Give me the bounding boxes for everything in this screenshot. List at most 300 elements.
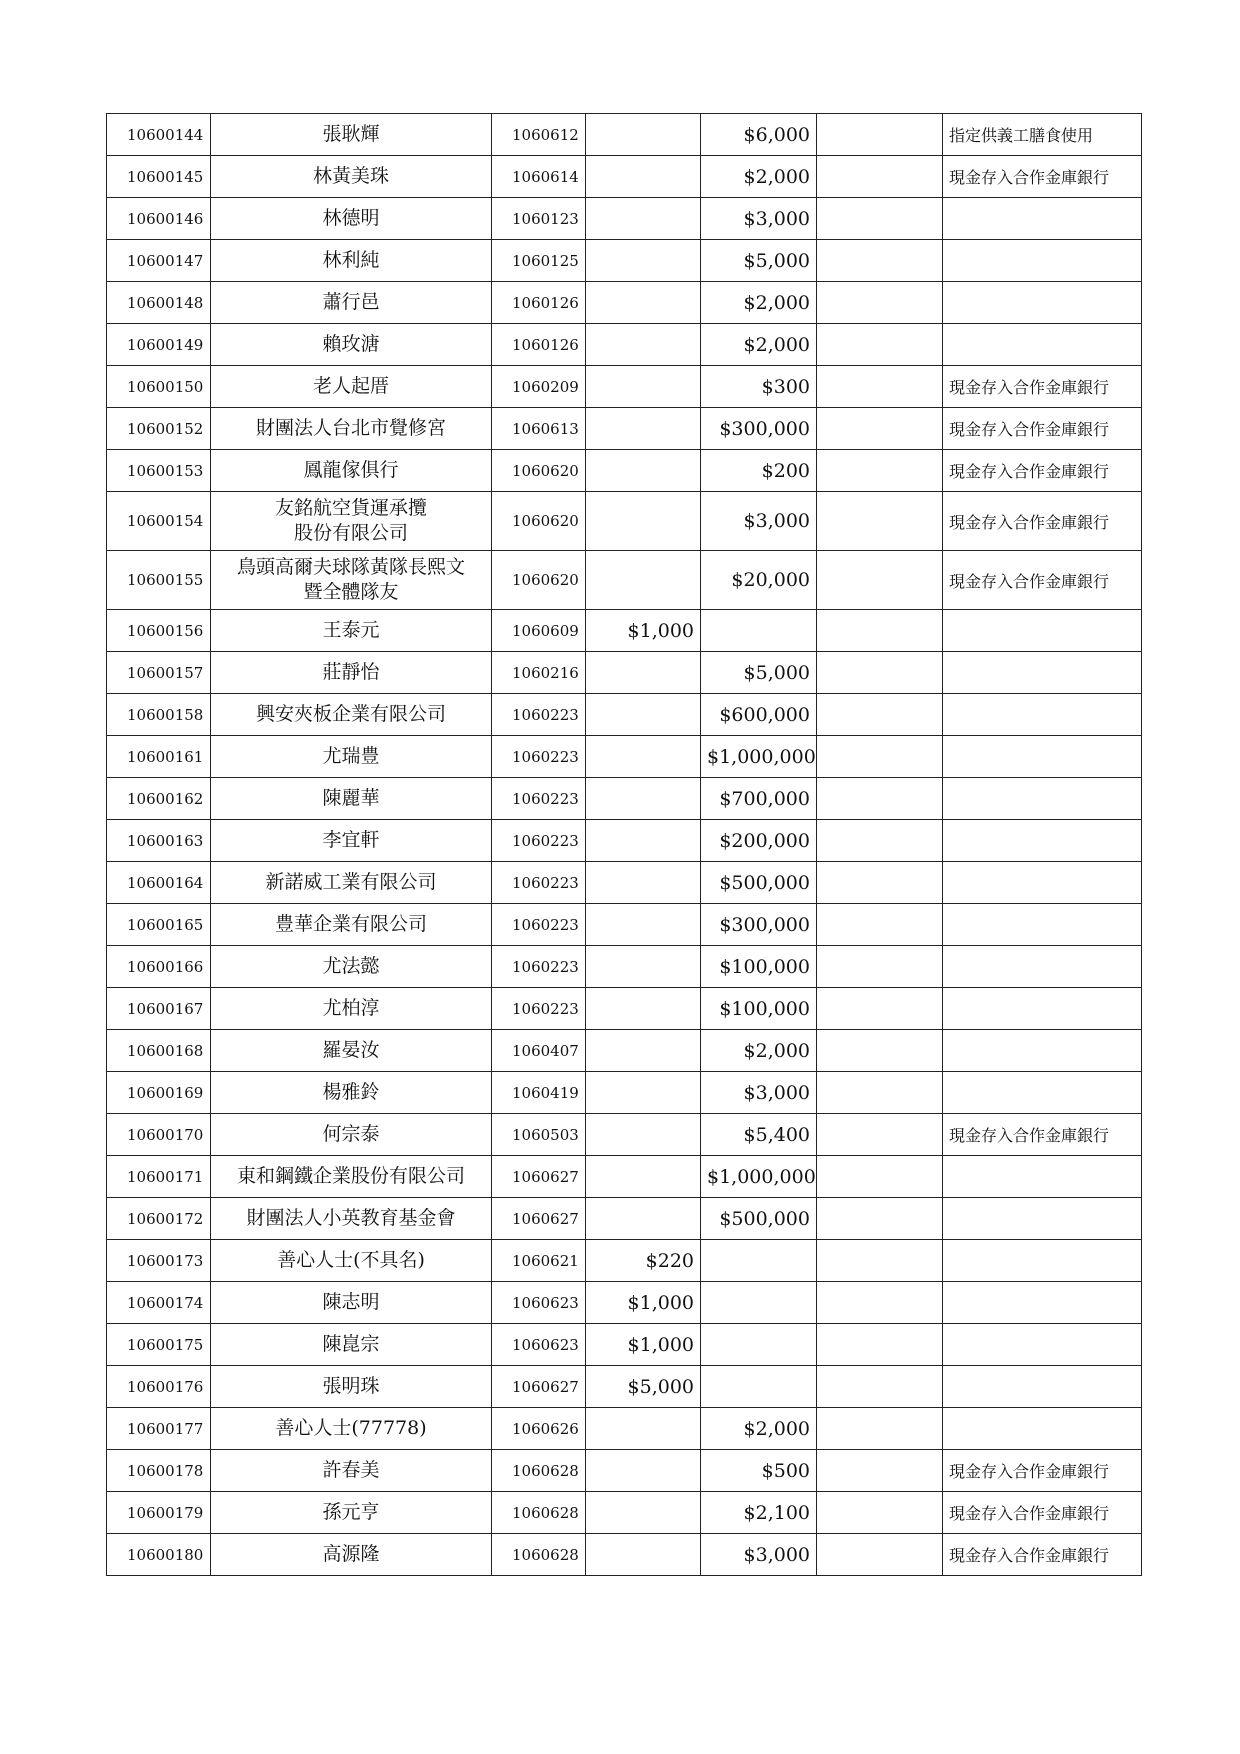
extra-cell [817,366,943,408]
amount-a-cell [586,1030,701,1072]
extra-cell [817,904,943,946]
donor-name-line: 林利純 [322,249,380,271]
table-row [107,1240,1142,1282]
note-cell: 指定供義工膳食使用 [943,114,1142,156]
receipt-number-cell: 10600163 [107,820,211,862]
note-cell: 現金存入合作金庫銀行 [943,156,1142,198]
donor-name-line: 何宗泰 [322,1123,380,1145]
table-row [107,408,1142,450]
table-row [107,946,1142,988]
extra-cell [817,1366,943,1408]
amount-a-cell: $1,000 [586,1324,701,1366]
donor-name-cell [211,946,492,988]
donor-name-line: 林德明 [322,207,380,229]
table-row [107,694,1142,736]
donor-name-cell [211,778,492,820]
table-row [107,240,1142,282]
table-row [107,1492,1142,1534]
table-row [107,820,1142,862]
note-cell [943,652,1142,694]
extra-cell [817,551,943,610]
amount-b-cell: $2,000 [701,156,817,198]
extra-cell [817,1534,943,1576]
receipt-number-cell: 10600155 [107,551,211,610]
donor-name-cell [211,282,492,324]
table-row [107,1282,1142,1324]
extra-cell [817,1114,943,1156]
amount-a-cell [586,551,701,610]
donor-name-cell [211,820,492,862]
extra-cell [817,240,943,282]
donor-name-cell [211,114,492,156]
table-row [107,551,1142,610]
amount-a-cell [586,1492,701,1534]
receipt-number-cell: 10600150 [107,366,211,408]
donation-date-cell: 1060609 [492,610,586,652]
extra-cell [817,1198,943,1240]
donor-name-cell [211,1156,492,1198]
amount-a-cell [586,736,701,778]
table-body [107,114,1142,1576]
note-cell [943,778,1142,820]
receipt-number-cell: 10600171 [107,1156,211,1198]
amount-a-cell [586,1534,701,1576]
amount-b-cell: $2,000 [701,282,817,324]
extra-cell [817,1072,943,1114]
receipt-number-cell: 10600146 [107,198,211,240]
note-cell [943,198,1142,240]
amount-a-cell [586,652,701,694]
amount-a-cell: $5,000 [586,1366,701,1408]
extra-cell [817,736,943,778]
donor-name-cell [211,694,492,736]
donation-table [106,113,1142,1576]
amount-a-cell [586,694,701,736]
table-row [107,1450,1142,1492]
donor-name-cell [211,551,492,610]
receipt-number-cell: 10600180 [107,1534,211,1576]
donor-name-line: 高源隆 [322,1543,380,1565]
receipt-number-cell: 10600148 [107,282,211,324]
amount-b-cell: $200,000 [701,820,817,862]
receipt-number-cell: 10600145 [107,156,211,198]
donation-date-cell: 1060628 [492,1450,586,1492]
table-row [107,736,1142,778]
amount-b-cell [701,610,817,652]
table-row [107,450,1142,492]
donation-date-cell: 1060621 [492,1240,586,1282]
amount-a-cell [586,862,701,904]
donor-name-line: 蕭行邑 [322,291,380,313]
extra-cell [817,408,943,450]
note-cell: 現金存入合作金庫銀行 [943,1114,1142,1156]
extra-cell [817,946,943,988]
note-cell [943,862,1142,904]
amount-a-cell [586,114,701,156]
amount-a-cell [586,282,701,324]
extra-cell [817,694,943,736]
donation-date-cell: 1060620 [492,450,586,492]
extra-cell [817,282,943,324]
extra-cell [817,1240,943,1282]
donation-date-cell: 1060123 [492,198,586,240]
donor-name-cell [211,198,492,240]
donor-name-line: 王泰元 [322,619,380,641]
receipt-number-cell: 10600166 [107,946,211,988]
table-row [107,114,1142,156]
amount-b-cell: $2,000 [701,1030,817,1072]
donor-name-cell [211,1114,492,1156]
donor-name-cell [211,1534,492,1576]
table-row [107,1114,1142,1156]
donor-name-cell [211,988,492,1030]
receipt-number-cell: 10600176 [107,1366,211,1408]
amount-b-cell: $5,000 [701,240,817,282]
receipt-number-cell: 10600147 [107,240,211,282]
amount-b-cell: $500,000 [701,1198,817,1240]
donor-name-line: 暨全體隊友 [303,581,399,603]
donor-name-cell [211,1408,492,1450]
receipt-number-cell: 10600179 [107,1492,211,1534]
donor-name-line: 興安夾板企業有限公司 [255,703,446,725]
amount-a-cell [586,1156,701,1198]
donor-name-cell [211,1072,492,1114]
receipt-number-cell: 10600154 [107,492,211,551]
amount-b-cell: $3,000 [701,1072,817,1114]
extra-cell [817,1282,943,1324]
table-row [107,156,1142,198]
amount-b-cell: $100,000 [701,988,817,1030]
extra-cell [817,1492,943,1534]
donor-name-line: 尤柏淳 [322,997,380,1019]
donation-date-cell: 1060216 [492,652,586,694]
donor-name-line: 鳳龍傢俱行 [303,459,399,481]
note-cell: 現金存入合作金庫銀行 [943,408,1142,450]
donation-date-cell: 1060620 [492,551,586,610]
donor-name-line: 善心人士(77778) [275,1417,427,1439]
donor-name-cell [211,652,492,694]
donor-name-line: 陳麗華 [322,787,380,809]
donation-date-cell: 1060223 [492,694,586,736]
donation-date-cell: 1060209 [492,366,586,408]
receipt-number-cell: 10600149 [107,324,211,366]
donor-name-line: 張耿輝 [322,123,380,145]
note-cell [943,1030,1142,1072]
donation-date-cell: 1060623 [492,1282,586,1324]
donor-name-cell [211,1198,492,1240]
receipt-number-cell: 10600172 [107,1198,211,1240]
amount-b-cell: $300,000 [701,904,817,946]
amount-a-cell [586,450,701,492]
note-cell [943,946,1142,988]
extra-cell [817,324,943,366]
amount-b-cell: $5,400 [701,1114,817,1156]
donation-date-cell: 1060126 [492,324,586,366]
extra-cell [817,1156,943,1198]
table-row [107,282,1142,324]
receipt-number-cell: 10600164 [107,862,211,904]
amount-a-cell: $1,000 [586,610,701,652]
amount-a-cell [586,324,701,366]
donation-date-cell: 1060614 [492,156,586,198]
extra-cell [817,1030,943,1072]
note-cell [943,282,1142,324]
extra-cell [817,610,943,652]
amount-b-cell: $6,000 [701,114,817,156]
note-cell [943,1408,1142,1450]
amount-a-cell [586,198,701,240]
donor-name-line: 李宜軒 [322,829,380,851]
extra-cell [817,450,943,492]
note-cell [943,1282,1142,1324]
receipt-number-cell: 10600173 [107,1240,211,1282]
amount-b-cell: $300 [701,366,817,408]
donor-name-line: 尤法懿 [322,955,380,977]
donor-name-line: 友銘航空貨運承攬 [274,497,427,519]
amount-b-cell: $700,000 [701,778,817,820]
receipt-number-cell: 10600168 [107,1030,211,1072]
donor-name-line: 老人起厝 [312,375,389,397]
amount-b-cell: $200 [701,450,817,492]
note-cell [943,324,1142,366]
amount-a-cell [586,1198,701,1240]
amount-a-cell [586,156,701,198]
donation-date-cell: 1060223 [492,904,586,946]
table-row [107,1408,1142,1450]
donation-date-cell: 1060126 [492,282,586,324]
donation-date-cell: 1060223 [492,946,586,988]
amount-b-cell: $600,000 [701,694,817,736]
donor-name-line: 陳崑宗 [322,1333,380,1355]
table-row [107,198,1142,240]
amount-a-cell [586,946,701,988]
donation-date-cell: 1060223 [492,862,586,904]
note-cell: 現金存入合作金庫銀行 [943,1492,1142,1534]
amount-a-cell [586,778,701,820]
amount-a-cell [586,408,701,450]
amount-b-cell: $2,000 [701,1408,817,1450]
receipt-number-cell: 10600174 [107,1282,211,1324]
donor-name-cell [211,1282,492,1324]
amount-a-cell [586,1408,701,1450]
amount-b-cell [701,1324,817,1366]
table-row [107,1198,1142,1240]
amount-b-cell: $3,000 [701,1534,817,1576]
donor-name-line: 善心人士(不具名) [277,1249,425,1271]
amount-b-cell: $1,000,000 [701,1156,817,1198]
receipt-number-cell: 10600178 [107,1450,211,1492]
note-cell: 現金存入合作金庫銀行 [943,492,1142,551]
table-row [107,652,1142,694]
donor-name-cell [211,450,492,492]
amount-a-cell: $1,000 [586,1282,701,1324]
note-cell: 現金存入合作金庫銀行 [943,366,1142,408]
table-row [107,610,1142,652]
donor-name-line: 楊雅鈴 [322,1081,380,1103]
donor-name-line: 新諾威工業有限公司 [265,871,437,893]
receipt-number-cell: 10600167 [107,988,211,1030]
table-row [107,862,1142,904]
donation-date-cell: 1060612 [492,114,586,156]
table-row [107,1366,1142,1408]
donation-date-cell: 1060419 [492,1072,586,1114]
amount-b-cell [701,1366,817,1408]
donor-name-line: 尤瑞豊 [322,745,380,767]
donor-name-line: 財團法人台北市覺修宮 [255,417,446,439]
donation-date-cell: 1060620 [492,492,586,551]
receipt-number-cell: 10600169 [107,1072,211,1114]
extra-cell [817,988,943,1030]
table-row [107,1156,1142,1198]
amount-a-cell [586,1072,701,1114]
receipt-number-cell: 10600162 [107,778,211,820]
note-cell: 現金存入合作金庫銀行 [943,1534,1142,1576]
receipt-number-cell: 10600153 [107,450,211,492]
amount-a-cell [586,1450,701,1492]
donor-name-line: 豊華企業有限公司 [274,913,427,935]
donor-name-cell [211,156,492,198]
note-cell: 現金存入合作金庫銀行 [943,1450,1142,1492]
extra-cell [817,820,943,862]
donor-name-cell [211,1450,492,1492]
amount-a-cell [586,988,701,1030]
donor-name-line: 鳥頭高爾夫球隊黃隊長熙文 [236,556,465,578]
donor-name-cell [211,610,492,652]
donor-name-cell [211,904,492,946]
extra-cell [817,652,943,694]
receipt-number-cell: 10600158 [107,694,211,736]
amount-b-cell: $500 [701,1450,817,1492]
note-cell [943,1198,1142,1240]
extra-cell [817,1324,943,1366]
amount-b-cell [701,1282,817,1324]
donation-date-cell: 1060223 [492,736,586,778]
donor-name-cell [211,240,492,282]
donor-name-line: 財團法人小英教育基金會 [246,1207,456,1229]
note-cell: 現金存入合作金庫銀行 [943,551,1142,610]
donor-name-line: 股份有限公司 [293,522,408,544]
note-cell [943,1366,1142,1408]
table-row [107,778,1142,820]
receipt-number-cell: 10600175 [107,1324,211,1366]
donor-name-line: 張明珠 [322,1375,380,1397]
table-row [107,1030,1142,1072]
table-row [107,1534,1142,1576]
extra-cell [817,862,943,904]
donation-date-cell: 1060223 [492,778,586,820]
note-cell [943,1324,1142,1366]
extra-cell [817,1450,943,1492]
receipt-number-cell: 10600161 [107,736,211,778]
amount-b-cell: $2,000 [701,324,817,366]
amount-a-cell [586,904,701,946]
amount-b-cell: $20,000 [701,551,817,610]
receipt-number-cell: 10600177 [107,1408,211,1450]
amount-a-cell [586,240,701,282]
donor-name-line: 羅晏汝 [322,1039,380,1061]
donor-name-cell [211,736,492,778]
donor-name-cell [211,324,492,366]
note-cell [943,1156,1142,1198]
table-row [107,988,1142,1030]
donation-date-cell: 1060407 [492,1030,586,1072]
donor-name-line: 許春美 [322,1459,380,1481]
donation-date-cell: 1060223 [492,820,586,862]
amount-b-cell: $5,000 [701,652,817,694]
amount-a-cell [586,820,701,862]
donor-name-line: 莊靜怡 [322,661,380,683]
table-row [107,324,1142,366]
note-cell: 現金存入合作金庫銀行 [943,450,1142,492]
amount-b-cell: $1,000,000 [701,736,817,778]
donation-date-cell: 1060223 [492,988,586,1030]
donation-date-cell: 1060613 [492,408,586,450]
donor-name-line: 賴玫溏 [322,333,380,355]
donation-date-cell: 1060627 [492,1366,586,1408]
amount-b-cell: $3,000 [701,198,817,240]
amount-b-cell: $3,000 [701,492,817,551]
extra-cell [817,778,943,820]
note-cell [943,820,1142,862]
donor-name-line: 陳志明 [322,1291,380,1313]
note-cell [943,694,1142,736]
table-row [107,366,1142,408]
donor-name-cell [211,1324,492,1366]
note-cell [943,1072,1142,1114]
amount-a-cell [586,366,701,408]
note-cell [943,736,1142,778]
donor-name-cell [211,1492,492,1534]
donation-date-cell: 1060628 [492,1534,586,1576]
donation-date-cell: 1060503 [492,1114,586,1156]
donation-date-cell: 1060627 [492,1156,586,1198]
donor-name-cell [211,862,492,904]
donation-date-cell: 1060626 [492,1408,586,1450]
extra-cell [817,156,943,198]
donor-name-cell [211,1240,492,1282]
amount-a-cell [586,1114,701,1156]
extra-cell [817,114,943,156]
table-row [107,1072,1142,1114]
amount-b-cell: $300,000 [701,408,817,450]
donor-name-cell [211,408,492,450]
table-row [107,492,1142,551]
note-cell [943,240,1142,282]
donor-name-cell [211,492,492,551]
note-cell [943,1240,1142,1282]
donor-name-line: 林黃美珠 [312,165,389,187]
amount-b-cell: $2,100 [701,1492,817,1534]
extra-cell [817,198,943,240]
donor-name-cell [211,1030,492,1072]
table-row [107,904,1142,946]
receipt-number-cell: 10600156 [107,610,211,652]
extra-cell [817,1408,943,1450]
amount-b-cell [701,1240,817,1282]
donation-date-cell: 1060623 [492,1324,586,1366]
extra-cell [817,492,943,551]
note-cell [943,904,1142,946]
amount-a-cell [586,492,701,551]
amount-b-cell: $100,000 [701,946,817,988]
donor-name-line: 孫元亨 [322,1501,380,1523]
donor-name-line: 東和鋼鐵企業股份有限公司 [236,1165,465,1187]
receipt-number-cell: 10600157 [107,652,211,694]
donation-date-cell: 1060125 [492,240,586,282]
note-cell [943,610,1142,652]
amount-a-cell: $220 [586,1240,701,1282]
donor-name-cell [211,1366,492,1408]
